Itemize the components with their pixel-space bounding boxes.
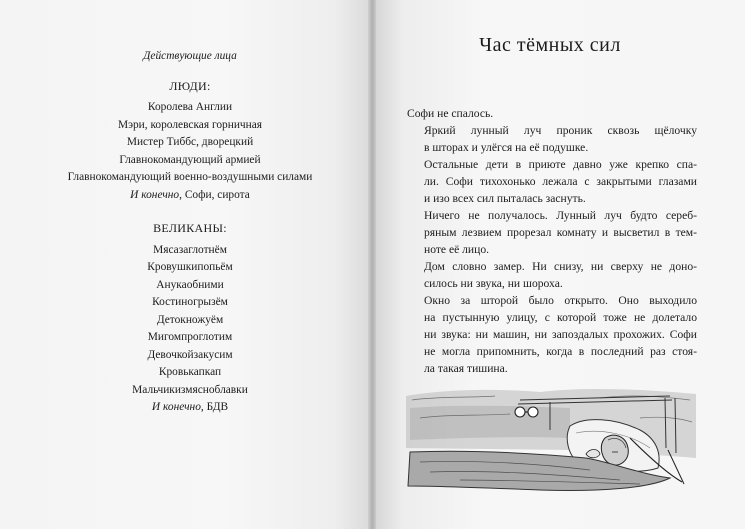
- text-line: ноте её лицо.: [424, 243, 490, 256]
- giant-entry: Кровькапкап: [158, 366, 222, 378]
- giants-header: ВЕЛИКАНЫ:: [153, 221, 227, 235]
- giant-entry: Мясазаглотнём: [153, 243, 227, 256]
- text-line: в шторах и улёгся на её подушке.: [424, 141, 589, 154]
- giants-last-italic: И конечно: [151, 401, 201, 413]
- cast-heading: Действующие лица: [143, 50, 237, 62]
- giants-last-line: [40, 399, 340, 417]
- people-last-rest: , Софи, сирота: [179, 188, 250, 201]
- giant-entry: Мальчикизмясноблавки: [132, 383, 248, 396]
- text-line: на пустынную улицу, с которой тоже не долетало: [424, 311, 697, 324]
- giant-entry: Девочкойзакусим: [147, 348, 233, 361]
- giant-entry: Кровушкипопьём: [147, 261, 233, 273]
- text-line: не могла припомнить, когда в последний раз стоя-: [424, 345, 697, 358]
- text-line: ряным лезвием прорезал комнату и высветил в тем-: [424, 226, 697, 239]
- text-line: ла такая тишина.: [424, 362, 508, 375]
- people-last-italic: И конечно: [130, 188, 180, 201]
- book-gutter: [368, 0, 376, 529]
- text-line: Остальные дети в приюте давно уже крепко спа-: [424, 158, 697, 171]
- chapter-title: Час тёмных сил: [479, 34, 621, 56]
- chapter-body: [407, 105, 697, 377]
- text-line: Ничего не получалось. Лунный луч будто сереб-: [424, 209, 697, 222]
- cast-list: [40, 48, 340, 417]
- text-line: Дом словно замер. Ни снизу, ни сверху не доно-: [424, 260, 697, 273]
- text-line: ни звука: ни машин, ни запоздалых прохожих. Софи: [424, 328, 697, 341]
- text-line: силось ни звука, ни шороха.: [424, 277, 563, 290]
- paragraph: [407, 258, 697, 292]
- people-header: ЛЮДИ:: [169, 78, 211, 93]
- giants-last-rest: , БДВ: [200, 401, 229, 413]
- paragraph: [407, 292, 697, 377]
- person-entry: Главнокомандующий военно-воздушными силами: [67, 171, 313, 183]
- text-line: Яркий лунный луч проник сквозь щёлочку: [424, 124, 697, 137]
- people-list: [40, 99, 340, 187]
- text-line: ли. Софи тихохонько лежала с закрытыми глазами: [424, 175, 697, 188]
- giant-entry: Мигомпроглотим: [147, 331, 233, 343]
- text-line: и изо всех сил пыталась заснуть.: [424, 192, 586, 205]
- sleeping-girl-in-bed-illustration: [400, 378, 700, 498]
- giant-entry: Детокножуём: [156, 313, 224, 326]
- giant-entry: Костиногрызём: [152, 296, 228, 308]
- person-entry: Главнокомандующий армией: [119, 153, 261, 166]
- person-entry: Мистер Тиббс, дворецкий: [126, 136, 254, 148]
- person-entry: Мэри, королевская горничная: [117, 118, 263, 131]
- text-line: Окно за шторой было открыто. Оно выходило: [424, 294, 697, 307]
- giant-entry: Анукаобними: [156, 278, 224, 291]
- paragraph: [407, 156, 697, 207]
- person-entry: Королева Англии: [147, 101, 233, 113]
- paragraph: [407, 122, 697, 156]
- paragraph: [407, 207, 697, 258]
- people-last-line: [40, 187, 340, 205]
- paragraph: [407, 105, 697, 122]
- giants-list: [40, 242, 340, 400]
- text-line: Софи не спалось.: [407, 107, 494, 120]
